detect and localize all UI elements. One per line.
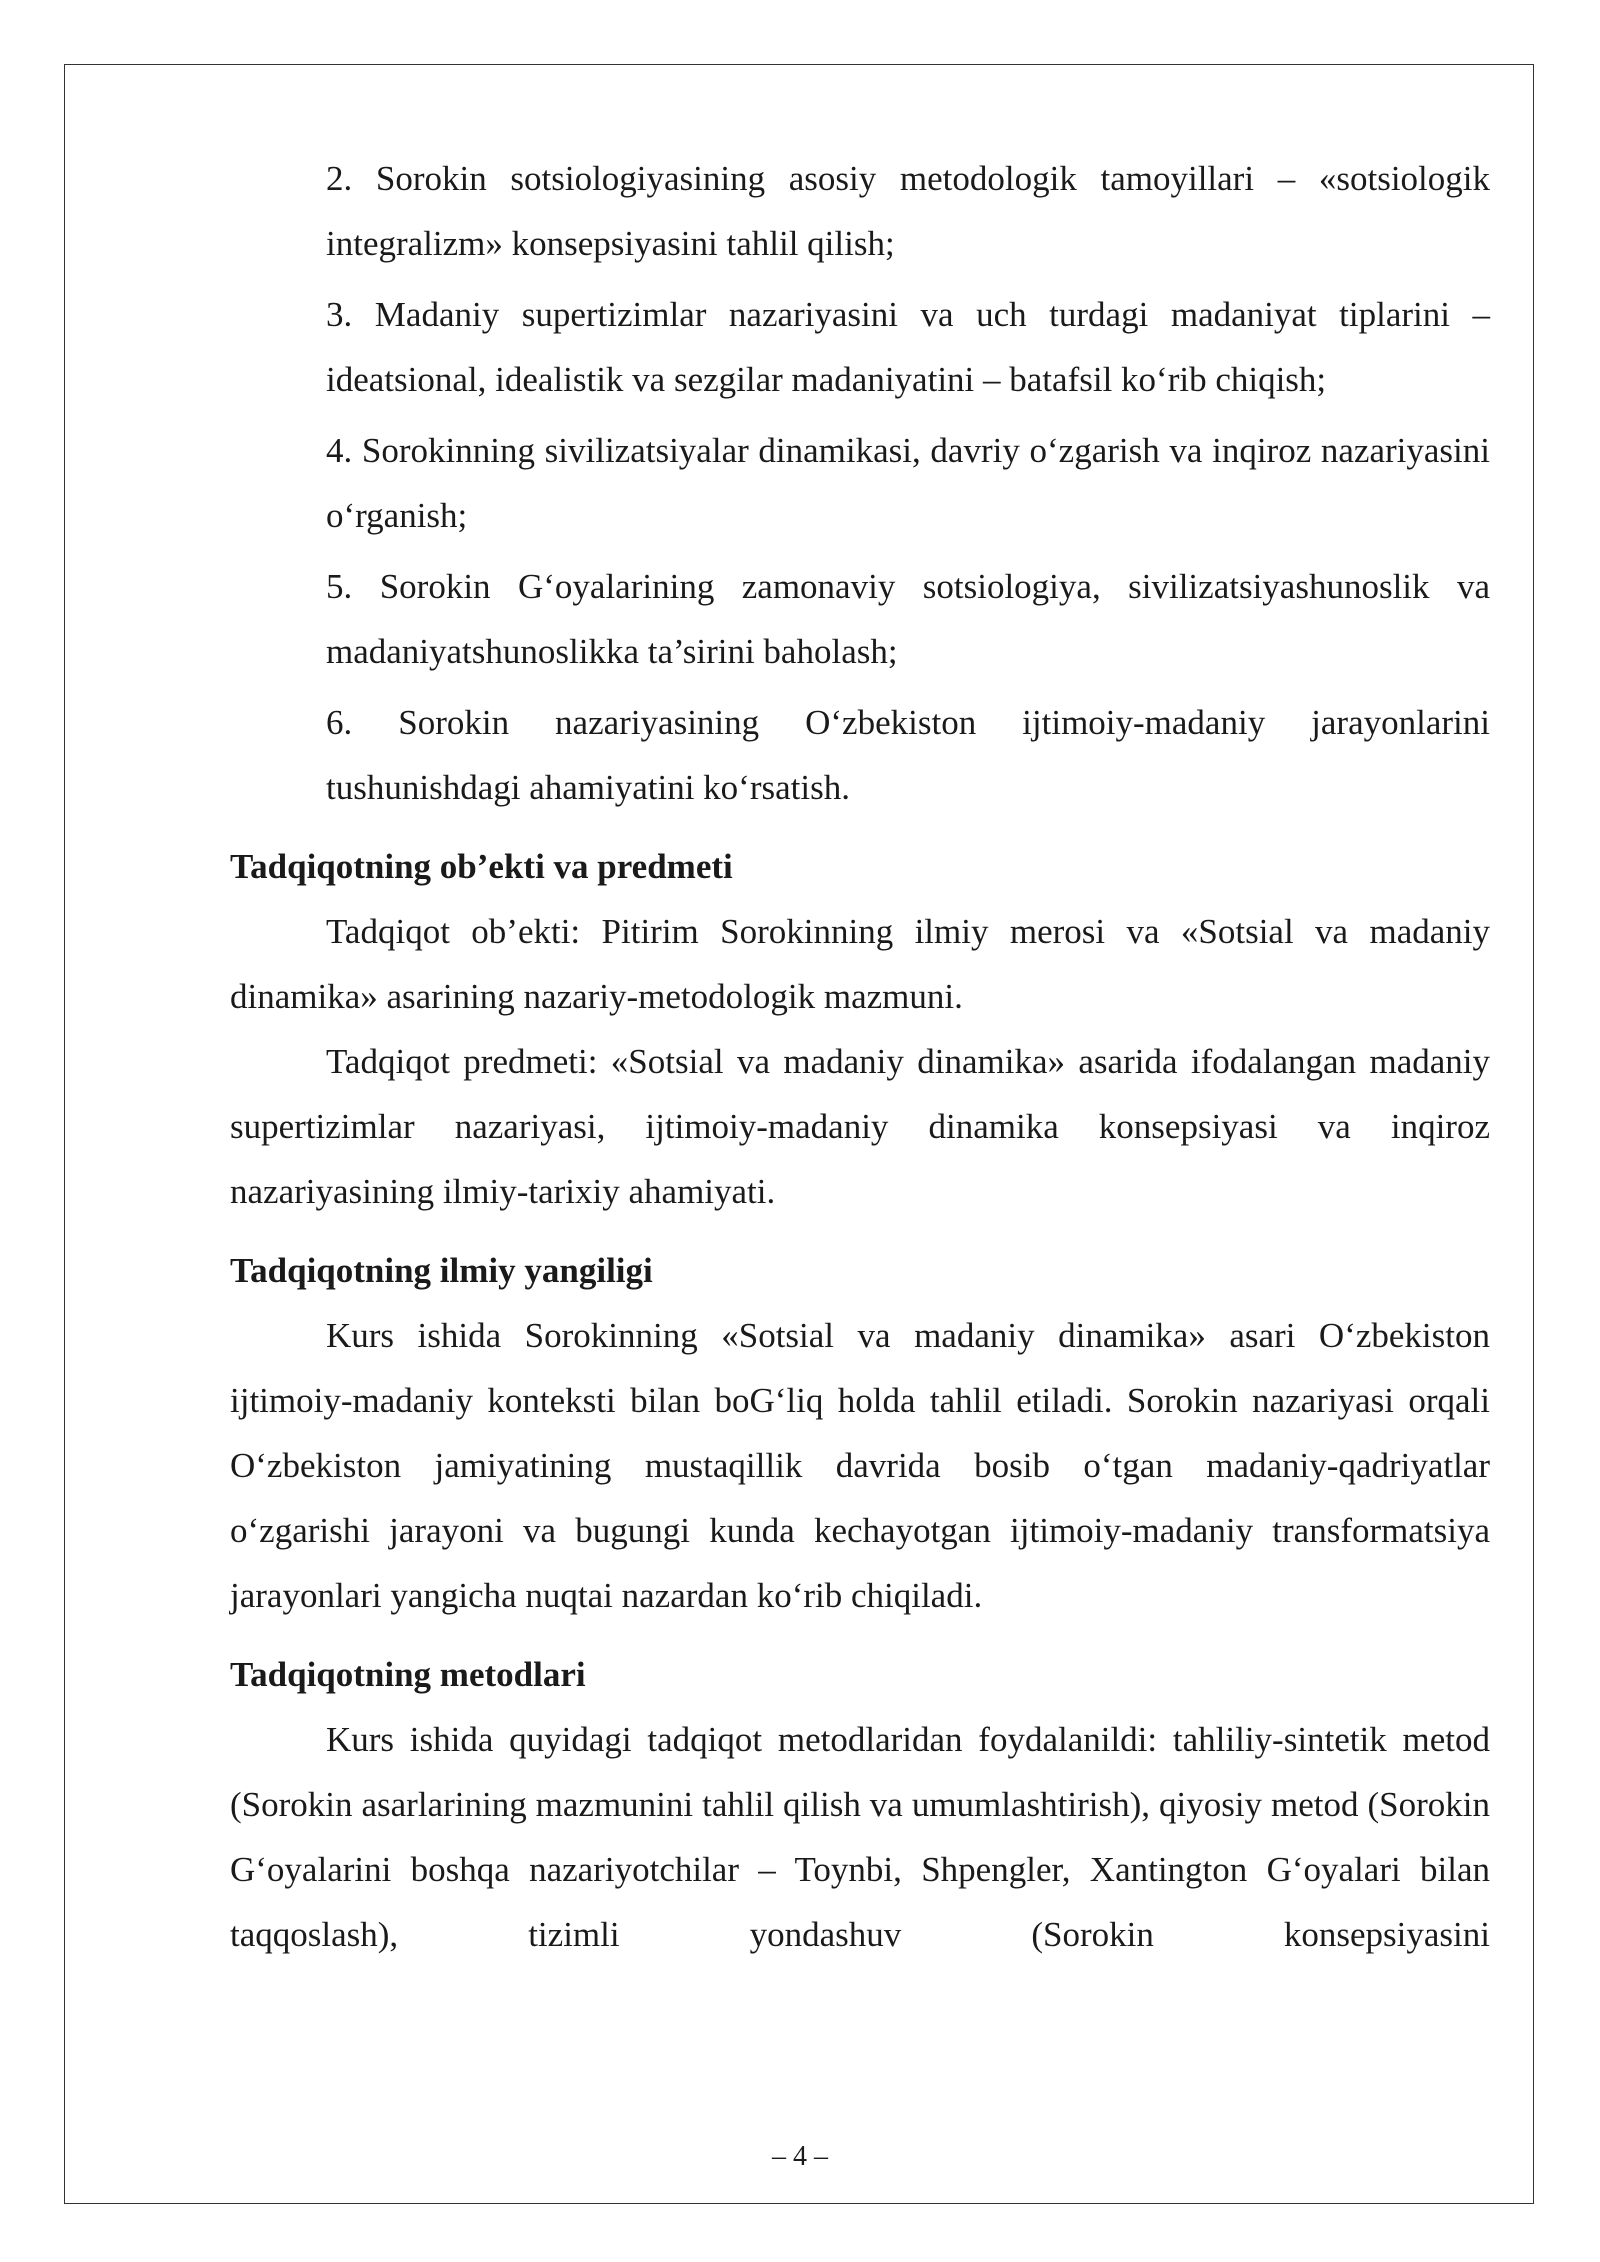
list-item: 5. Sorokin G‘oyalarining zamonaviy sotsiologiya, sivilizatsiyashunoslik va madaniyatshunoslikka ta’sirini baholash;	[326, 567, 1490, 671]
paragraph: Tadqiqot predmeti: «Sotsial va madaniy dinamika» asarida ifodalangan madaniy supertizimlar nazariyasi, ijtimoiy-madaniy dinamika konsepsiyasi va inqiroz nazariyasining ilmiy-tarixiy ahamiyati.	[230, 1042, 1490, 1211]
section-heading: Tadqiqotning metodlari	[230, 1655, 586, 1694]
document-body	[230, 146, 1490, 1967]
list-item: 6. Sorokin nazariyasining O‘zbekiston ijtimoiy-madaniy jarayonlarini tushunishdagi ahamiyatini ko‘rsatish.	[326, 703, 1490, 807]
section-object	[230, 834, 1490, 1224]
task-list	[230, 146, 1490, 820]
paragraph: Kurs ishida Sorokinning «Sotsial va madaniy dinamika» asari O‘zbekiston ijtimoiy-madaniy konteksti bilan boG‘liq holda tahlil etiladi. Sorokin nazariyasi orqali O‘zbekiston jamiyatining mustaqillik davrida bosib o‘tgan madaniy-qadriyatlar o‘zgarishi jarayoni va bugungi kunda kechayotgan ijtimoiy-madaniy transformatsiya jarayonlari yangicha nuqtai nazardan ko‘rib chiqiladi.	[230, 1316, 1490, 1615]
section-methods	[230, 1642, 1490, 1967]
list-item: 3. Madaniy supertizimlar nazariyasini va uch turdagi madaniyat tiplarini – ideatsional, idealistik va sezgilar madaniyatini – batafsil ko‘rib chiqish;	[326, 295, 1490, 399]
paragraph: Kurs ishida quyidagi tadqiqot metodlaridan foydalanildi: tahliliy-sintetik metod (Sorokin asarlarining mazmunini tahlil qilish va umumlashtirish), qiyosiy metod (Sorokin G‘oyalarini boshqa nazariyotchilar – Toynbi, Shpengler, Xantington G‘oyalari bilan taqqoslash), tizimli yondashuv (Sorokin konsepsiyasini	[230, 1720, 1490, 1954]
section-novelty	[230, 1238, 1490, 1628]
section-heading: Tadqiqotning ilmiy yangiligi	[230, 1251, 653, 1290]
page-number: – 4 –	[772, 2141, 828, 2172]
paragraph: Tadqiqot ob’ekti: Pitirim Sorokinning ilmiy merosi va «Sotsial va madaniy dinamika» asarining nazariy-metodologik mazmuni.	[230, 912, 1490, 1016]
list-item: 2. Sorokin sotsiologiyasining asosiy metodologik tamoyillari – «sotsiologik integralizm» konsepsiyasini tahlil qilish;	[326, 159, 1490, 263]
list-item: 4. Sorokinning sivilizatsiyalar dinamikasi, davriy o‘zgarish va inqiroz nazariyasini o‘rganish;	[326, 431, 1490, 535]
section-heading: Tadqiqotning ob’ekti va predmeti	[230, 847, 733, 886]
